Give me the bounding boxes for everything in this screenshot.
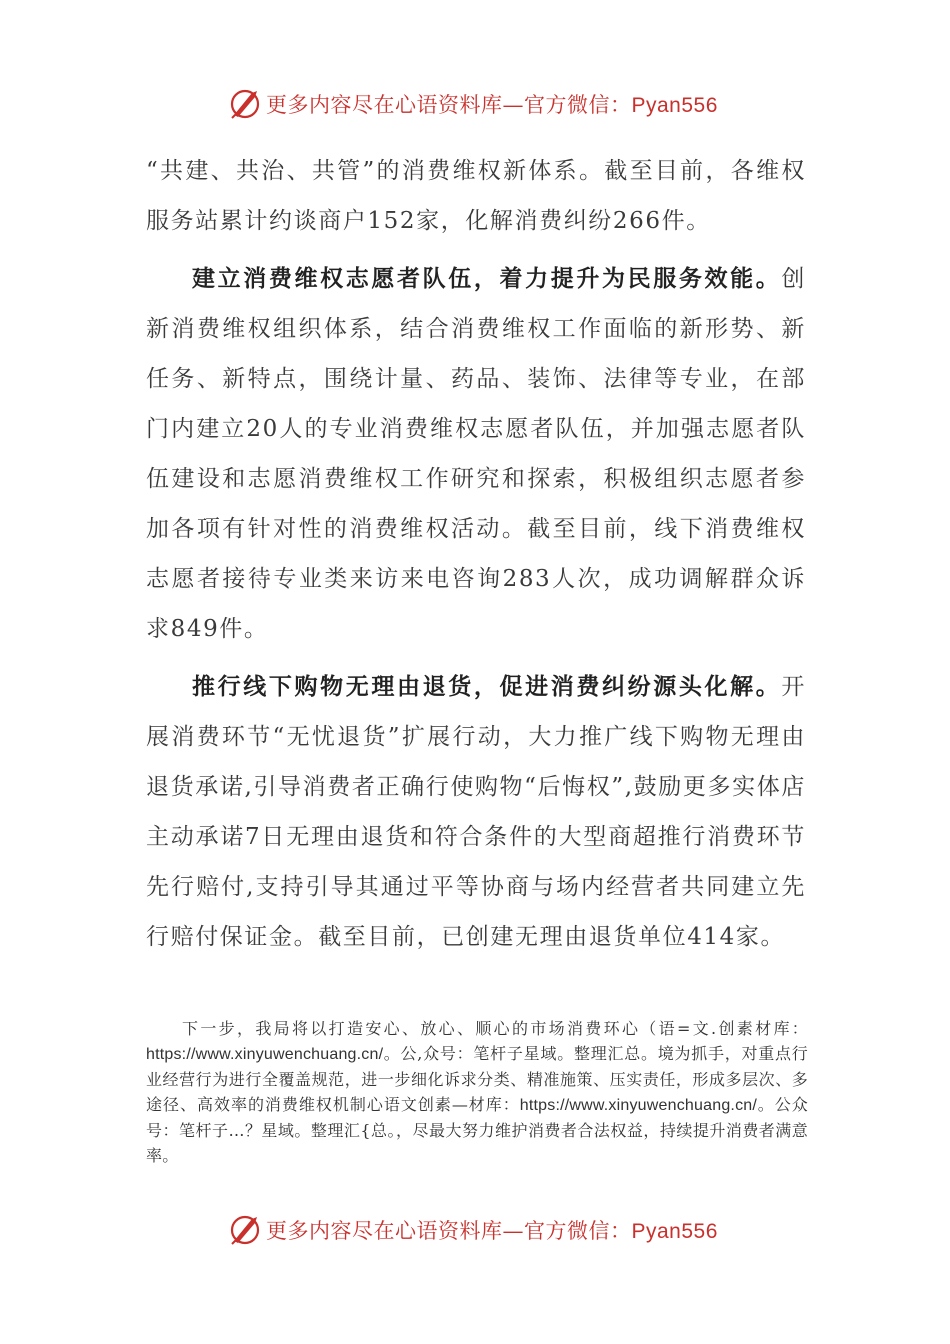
paragraph-3-text: 开展消费环节“无忧退货”扩展行动，大力推广线下购物无理由退货承诺,引导消费者正确行使购物“后悔权”,鼓励更多实体店主动承诺7日无理由退货和符合条件的大型商超推行消费环节先行赔付,支持引导其通过平等协商与场内经营者共同建立先行赔付保证金。截至目前，已创建无理由退货单位414家。 — [146, 674, 806, 950]
footer-banner-text: 更多内容尽在心语资料库—官方微信：Pyan556 — [266, 1219, 718, 1243]
closing-paragraph: 下一步，我局将以打造安心、放心、顺心的市场消费环心（语=文.创素材库：https://www.xinyuwenchuang.cn/。公,众号：笔杆子星域。整理汇总。境为抓手，对重点行业经营行为进行全覆盖规范，进一步细化诉求分类、精准施策、压实责任，形成多层次、多途径、高效率的消费维权机制心语文创素—材库：https://www.xinyuwenchuang.cn/。公众号：笔杆子…？星域。整理汇{总。，尽最大努力维护消费者合法权益，持续提升消费者满意率。 — [146, 1019, 808, 1165]
paragraph-2-text: 创新消费维权组织体系，结合消费维权工作面临的新形势、新任务、新特点，围绕计量、药品、装饰、法律等专业，在部门内建立20人的专业消费维权志愿者队伍，并加强志愿者队伍建设和志愿消费维权工作研究和探索，积极组织志愿者参加各项有针对性的消费维权活动。截至目前，线下消费维权志愿者接待专业类来访来电咨询283人次，成功调解群众诉求849件。 — [146, 266, 806, 642]
footer-wechat-handle: Pyan556 — [631, 1220, 718, 1243]
header-banner-text: 更多内容尽在心语资料库—官方微信：Pyan556 — [266, 93, 718, 117]
paragraph-2 — [146, 254, 806, 654]
paragraph-1: “共建、共治、共管”的消费维权新体系。截至目前，各维权服务站累计约谈商户152家，化解消费纠纷266件。 — [146, 158, 806, 234]
quill-pen-logo-icon — [228, 87, 262, 121]
closing-url-1: https://www.xinyuwenchuang.cn/ — [146, 1046, 384, 1063]
paragraph-3 — [146, 662, 806, 962]
paragraph-2-lead: 建立消费维权志愿者队伍，着力提升为民服务效能。 — [192, 265, 782, 292]
paragraph-3-lead: 推行线下购物无理由退货，促进消费纠纷源头化解。 — [192, 673, 782, 700]
closing-url-2: https://www.xinyuwenchuang.cn/ — [519, 1097, 758, 1114]
header-wechat-handle: Pyan556 — [631, 94, 718, 117]
footer-banner — [228, 1210, 748, 1250]
header-banner — [228, 84, 748, 124]
quill-pen-logo-icon — [228, 1213, 262, 1247]
document-body — [146, 146, 806, 962]
